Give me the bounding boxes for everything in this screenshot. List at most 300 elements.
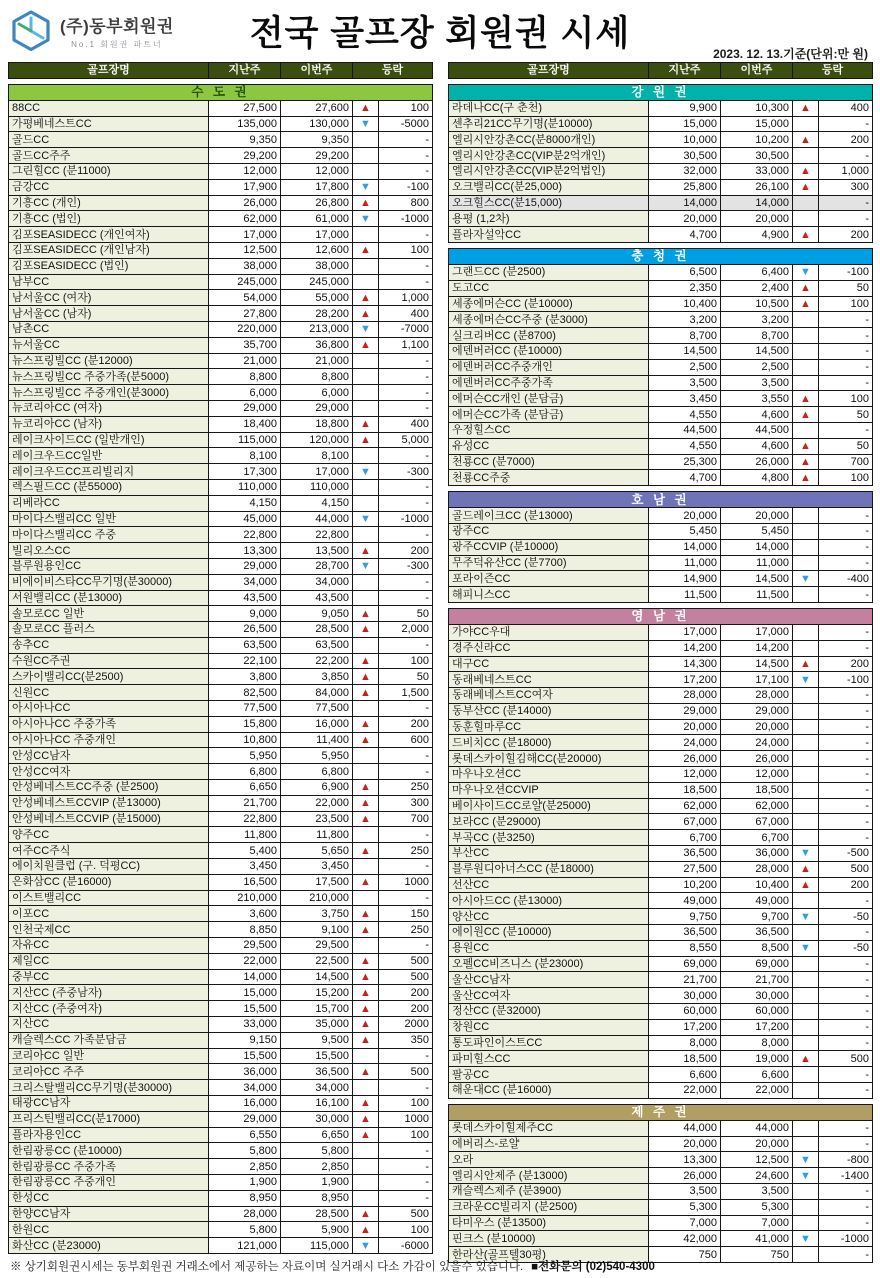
table-row: [449, 1168, 873, 1184]
change-arrow-cell: [793, 1004, 819, 1020]
change-arrow-cell: [353, 874, 379, 890]
change-value: -: [379, 448, 433, 464]
table-row: [449, 1215, 873, 1231]
change-arrow-cell: [353, 1096, 379, 1112]
this-week-value: 17,100: [721, 672, 793, 688]
this-week-value: 213,000: [281, 321, 353, 337]
table-row: [9, 811, 433, 827]
table-row: [9, 527, 433, 543]
this-week-value: 21,700: [721, 972, 793, 988]
last-week-value: 15,800: [209, 716, 281, 732]
course-name-cell: 에덴버러CC (분10000): [449, 343, 649, 359]
change-value: 350: [379, 1032, 433, 1048]
last-week-value: 121,000: [209, 1238, 281, 1254]
course-name-cell: 무주덕유산CC (분7700): [449, 555, 649, 571]
page-footer: [10, 1258, 872, 1274]
change-arrow-cell: [793, 656, 819, 672]
this-week-value: 8,500: [721, 940, 793, 956]
course-name-cell: 신원CC: [9, 685, 209, 701]
up-triangle-icon: ▲: [360, 1097, 371, 1110]
course-name-cell: 용원CC: [449, 940, 649, 956]
change-arrow-cell: [793, 767, 819, 783]
change-arrow-cell: [793, 909, 819, 925]
up-triangle-icon: ▲: [360, 1034, 371, 1047]
change-value: -: [819, 798, 873, 814]
table-row: [9, 1096, 433, 1112]
change-value: 200: [819, 877, 873, 893]
table-row: [9, 464, 433, 480]
table-row: [449, 1152, 873, 1168]
last-week-value: 3,450: [209, 859, 281, 875]
change-arrow-cell: [353, 1143, 379, 1159]
course-name-cell: 88CC: [9, 100, 209, 116]
this-week-value: 11,000: [721, 555, 793, 571]
last-week-value: 28,000: [209, 1206, 281, 1222]
this-week-value: 10,300: [721, 100, 793, 116]
last-week-value: 12,000: [209, 163, 281, 179]
change-value: -: [379, 227, 433, 243]
this-week-value: 29,500: [281, 938, 353, 954]
last-week-value: 15,000: [209, 985, 281, 1001]
last-week-value: 5,300: [649, 1199, 721, 1215]
this-week-value: 28,500: [281, 622, 353, 638]
course-name-cell: 프리스틴밸리CC(분17000): [9, 1111, 209, 1127]
change-value: -: [379, 353, 433, 369]
this-week-value: 14,000: [721, 539, 793, 555]
this-week-value: 69,000: [721, 956, 793, 972]
course-name-cell: 한림광릉CC 주중가족: [9, 1159, 209, 1175]
last-week-value: 25,800: [649, 179, 721, 195]
last-week-value: 24,000: [649, 735, 721, 751]
course-name-cell: 빌리오스CC: [9, 543, 209, 559]
course-name-cell: 이포CC: [9, 906, 209, 922]
change-value: 400: [379, 306, 433, 322]
change-value: 1000: [379, 874, 433, 890]
table-row: [9, 448, 433, 464]
change-arrow-cell: [353, 116, 379, 132]
this-week-value: 44,000: [721, 1120, 793, 1136]
change-arrow-cell: [793, 211, 819, 227]
table-row: [449, 470, 873, 486]
change-value: -: [819, 587, 873, 603]
change-arrow-cell: [353, 464, 379, 480]
table-row: [9, 1127, 433, 1143]
down-triangle-icon: ▼: [360, 465, 371, 478]
table-row: [9, 1032, 433, 1048]
change-value: 1,500: [379, 685, 433, 701]
last-week-value: 14,500: [649, 343, 721, 359]
change-value: -: [819, 1215, 873, 1231]
last-week-value: 3,200: [649, 312, 721, 328]
change-value: -: [819, 719, 873, 735]
this-week-value: 22,000: [281, 795, 353, 811]
section-table: [448, 248, 873, 486]
this-week-value: 4,600: [721, 407, 793, 423]
section-header-row: [449, 608, 873, 624]
this-week-value: 2,500: [721, 359, 793, 375]
last-week-value: 15,500: [209, 1048, 281, 1064]
last-week-value: 8,550: [649, 940, 721, 956]
this-week-value: 210,000: [281, 890, 353, 906]
table-row: [9, 922, 433, 938]
this-week-value: 24,000: [721, 735, 793, 751]
up-triangle-icon: ▲: [800, 181, 811, 194]
table-row: [449, 132, 873, 148]
change-arrow-cell: [793, 751, 819, 767]
change-arrow-cell: [793, 375, 819, 391]
last-week-value: 29,000: [209, 1111, 281, 1127]
footer-disclaimer: ※ 상기회원권시세는 동부회원권 거래소에서 제공하는 자료이며 실거래시 다소 가감이 있을수 있습니다.: [10, 1261, 524, 1273]
last-week-value: 35,700: [209, 337, 281, 353]
change-value: 250: [379, 843, 433, 859]
change-value: -: [379, 574, 433, 590]
change-arrow-cell: [793, 470, 819, 486]
change-value: -6000: [379, 1238, 433, 1254]
up-triangle-icon: ▲: [360, 433, 371, 446]
course-name-cell: 한성CC: [9, 1190, 209, 1206]
last-week-value: 210,000: [209, 890, 281, 906]
this-week-value: 44,500: [721, 422, 793, 438]
change-arrow-cell: [793, 1120, 819, 1136]
table-row: [449, 539, 873, 555]
change-arrow-cell: [353, 922, 379, 938]
table-row: [449, 100, 873, 116]
section-title: 수 도 권: [9, 84, 433, 100]
up-triangle-icon: ▲: [360, 418, 371, 431]
this-week-value: 14,000: [721, 195, 793, 211]
this-week-value: 8,700: [721, 328, 793, 344]
change-value: 600: [379, 732, 433, 748]
change-value: -: [379, 637, 433, 653]
change-arrow-cell: [353, 306, 379, 322]
last-week-value: 14,900: [649, 571, 721, 587]
change-arrow-cell: [353, 653, 379, 669]
table-row: [449, 782, 873, 798]
up-triangle-icon: ▲: [360, 797, 371, 810]
table-row: [449, 956, 873, 972]
change-arrow-cell: [793, 296, 819, 312]
table-row: [449, 735, 873, 751]
table-row: [449, 1184, 873, 1200]
course-name-cell: 천룡CC주중: [449, 470, 649, 486]
this-week-value: 30,000: [721, 988, 793, 1004]
change-value: 100: [379, 100, 433, 116]
col-header-last-week: 지난주: [209, 63, 281, 79]
change-arrow-cell: [353, 1032, 379, 1048]
course-name-cell: 동훈힐마루CC: [449, 719, 649, 735]
change-value: -: [379, 369, 433, 385]
table-row: [9, 764, 433, 780]
table-row: [9, 685, 433, 701]
change-arrow-cell: [793, 672, 819, 688]
change-arrow-cell: [353, 400, 379, 416]
change-arrow-cell: [353, 1064, 379, 1080]
course-name-cell: 한라산(골프텔30평): [449, 1247, 649, 1263]
table-row: [449, 893, 873, 909]
course-name-cell: 울산CC남자: [449, 972, 649, 988]
table-header-row: [9, 63, 433, 79]
down-triangle-icon: ▼: [360, 212, 371, 225]
course-name-cell: 베이사이드CC로얄(분25000): [449, 798, 649, 814]
change-arrow-cell: [353, 1111, 379, 1127]
course-name-cell: 솔모로CC 플러스: [9, 622, 209, 638]
table-row: [449, 391, 873, 407]
change-arrow-cell: [793, 391, 819, 407]
course-name-cell: 통도파인이스트CC: [449, 1035, 649, 1051]
table-row: [449, 179, 873, 195]
change-arrow-cell: [353, 732, 379, 748]
change-value: 100: [819, 296, 873, 312]
course-name-cell: 아시아나CC 주중개인: [9, 732, 209, 748]
table-row: [9, 780, 433, 796]
up-triangle-icon: ▲: [360, 718, 371, 731]
table-row: [9, 669, 433, 685]
table-row: [9, 843, 433, 859]
change-arrow-cell: [353, 859, 379, 875]
course-name-cell: 마이다스밸리CC 주중: [9, 527, 209, 543]
table-row: [9, 306, 433, 322]
change-arrow-cell: [353, 1174, 379, 1190]
change-value: -: [819, 688, 873, 704]
up-triangle-icon: ▲: [800, 228, 811, 241]
up-triangle-icon: ▲: [800, 282, 811, 295]
change-value: 50: [819, 407, 873, 423]
course-name-cell: 코리아CC 주주: [9, 1064, 209, 1080]
table-row: [9, 227, 433, 243]
course-name-cell: 뉴코리아CC (남자): [9, 416, 209, 432]
change-arrow-cell: [353, 1048, 379, 1064]
change-arrow-cell: [793, 719, 819, 735]
this-week-value: 4,600: [721, 438, 793, 454]
down-triangle-icon: ▼: [360, 117, 371, 130]
this-week-value: 4,800: [721, 470, 793, 486]
last-week-value: 16,500: [209, 874, 281, 890]
change-value: -: [379, 1174, 433, 1190]
change-arrow-cell: [353, 385, 379, 401]
this-week-value: 14,500: [721, 656, 793, 672]
course-name-cell: 김포SEASIDECC (개인남자): [9, 242, 209, 258]
change-arrow-cell: [353, 495, 379, 511]
change-arrow-cell: [793, 1152, 819, 1168]
last-week-value: 38,000: [209, 258, 281, 274]
up-triangle-icon: ▲: [800, 165, 811, 178]
price-tables: [8, 62, 872, 1268]
change-value: -: [379, 163, 433, 179]
down-triangle-icon: ▼: [360, 181, 371, 194]
change-arrow-cell: [793, 343, 819, 359]
course-name-cell: 서원밸리CC (분13000): [9, 590, 209, 606]
change-arrow-cell: [793, 539, 819, 555]
table-row: [449, 846, 873, 862]
this-week-value: 3,200: [721, 312, 793, 328]
change-arrow-cell: [793, 782, 819, 798]
table-row: [449, 672, 873, 688]
change-arrow-cell: [353, 211, 379, 227]
down-triangle-icon: ▼: [800, 572, 811, 585]
this-week-value: 43,500: [281, 590, 353, 606]
course-name-cell: 핀크스 (분10000): [449, 1231, 649, 1247]
change-value: -: [819, 830, 873, 846]
this-week-value: 4,150: [281, 495, 353, 511]
course-name-cell: 창원CC: [449, 1019, 649, 1035]
last-week-value: 6,000: [209, 385, 281, 401]
change-arrow-cell: [793, 1231, 819, 1247]
section-title: 충 청 권: [449, 248, 873, 264]
change-value: -: [379, 527, 433, 543]
change-arrow-cell: [353, 574, 379, 590]
change-value: -: [819, 328, 873, 344]
down-triangle-icon: ▼: [800, 673, 811, 686]
change-value: -50: [819, 940, 873, 956]
change-value: -: [819, 148, 873, 164]
table-row: [449, 703, 873, 719]
change-arrow-cell: [793, 148, 819, 164]
course-name-cell: 롯데스카이힐김해CC(분20000): [449, 751, 649, 767]
this-week-value: 14,500: [721, 343, 793, 359]
table-row: [9, 211, 433, 227]
course-name-cell: 레이크우드CC프리빌리지: [9, 464, 209, 480]
up-triangle-icon: ▲: [360, 670, 371, 683]
course-name-cell: 레이크우드CC일반: [9, 448, 209, 464]
change-arrow-cell: [353, 701, 379, 717]
course-name-cell: 파미힐스CC: [449, 1051, 649, 1067]
change-arrow-cell: [353, 448, 379, 464]
up-triangle-icon: ▲: [800, 133, 811, 146]
change-value: -: [819, 211, 873, 227]
last-week-value: 11,500: [649, 587, 721, 603]
last-week-value: 750: [649, 1247, 721, 1263]
change-arrow-cell: [353, 479, 379, 495]
right-table-column: [448, 62, 872, 1268]
table-row: [9, 369, 433, 385]
table-row: [449, 640, 873, 656]
change-value: 200: [379, 716, 433, 732]
course-name-cell: 화산CC (분23000): [9, 1238, 209, 1254]
last-week-value: 63,500: [209, 637, 281, 653]
change-value: -: [819, 343, 873, 359]
course-name-cell: 천룡CC (분7000): [449, 454, 649, 470]
up-triangle-icon: ▲: [360, 544, 371, 557]
table-row: [449, 940, 873, 956]
this-week-value: 3,550: [721, 391, 793, 407]
this-week-value: 17,000: [721, 624, 793, 640]
table-row: [449, 1136, 873, 1152]
change-arrow-cell: [353, 606, 379, 622]
table-row: [9, 1143, 433, 1159]
change-value: -: [819, 1067, 873, 1083]
table-row: [449, 1199, 873, 1215]
change-arrow-cell: [793, 422, 819, 438]
course-name-cell: 이스트밸리CC: [9, 890, 209, 906]
last-week-value: 29,500: [209, 938, 281, 954]
down-triangle-icon: ▼: [800, 910, 811, 923]
table-row: [9, 148, 433, 164]
last-week-value: 27,500: [649, 861, 721, 877]
table-row: [9, 1238, 433, 1254]
change-value: -: [379, 274, 433, 290]
change-value: 500: [379, 1064, 433, 1080]
change-value: -: [819, 523, 873, 539]
change-arrow-cell: [353, 622, 379, 638]
course-name-cell: 김포SEASIDECC (법인): [9, 258, 209, 274]
course-name-cell: 제일CC: [9, 953, 209, 969]
col-header-this-week: 이번주: [281, 63, 353, 79]
up-triangle-icon: ▲: [800, 863, 811, 876]
up-triangle-icon: ▲: [360, 955, 371, 968]
this-week-value: 24,600: [721, 1168, 793, 1184]
this-week-value: 63,500: [281, 637, 353, 653]
up-triangle-icon: ▲: [800, 455, 811, 468]
up-triangle-icon: ▲: [800, 408, 811, 421]
last-week-value: 13,300: [209, 543, 281, 559]
last-week-value: 60,000: [649, 1004, 721, 1020]
change-value: -: [819, 1120, 873, 1136]
this-week-value: 34,000: [281, 1080, 353, 1096]
change-value: -: [819, 767, 873, 783]
change-value: -: [819, 1019, 873, 1035]
table-row: [9, 337, 433, 353]
up-triangle-icon: ▲: [360, 102, 371, 115]
course-name-cell: 동래베네스트CC여자: [449, 688, 649, 704]
section-header-row: [449, 84, 873, 100]
last-week-value: 14,000: [649, 539, 721, 555]
this-week-value: 750: [721, 1247, 793, 1263]
change-value: 100: [819, 470, 873, 486]
change-arrow-cell: [353, 1238, 379, 1254]
change-arrow-cell: [793, 555, 819, 571]
up-triangle-icon: ▲: [360, 1128, 371, 1141]
course-name-cell: 솔모로CC 일반: [9, 606, 209, 622]
course-name-cell: 에이원CC (분10000): [449, 925, 649, 941]
last-week-value: 4,550: [649, 407, 721, 423]
this-week-value: 2,850: [281, 1159, 353, 1175]
course-name-cell: 정산CC (분32000): [449, 1004, 649, 1020]
last-week-value: 22,000: [209, 953, 281, 969]
up-triangle-icon: ▲: [800, 297, 811, 310]
this-week-value: 1,900: [281, 1174, 353, 1190]
col-header-name: 골프장명: [449, 63, 649, 79]
change-value: 400: [379, 416, 433, 432]
change-value: 100: [379, 1222, 433, 1238]
course-name-cell: 대구CC: [449, 656, 649, 672]
course-name-cell: 캐슬렉스CC 가족분담금: [9, 1032, 209, 1048]
change-value: -: [819, 422, 873, 438]
page-title: 전국 골프장 회원권 시세: [249, 14, 631, 53]
course-name-cell: 아시아드CC (분13000): [449, 893, 649, 909]
change-arrow-cell: [793, 972, 819, 988]
this-week-value: 14,500: [281, 969, 353, 985]
change-arrow-cell: [353, 242, 379, 258]
this-week-value: 9,050: [281, 606, 353, 622]
course-name-cell: 뉴서울CC: [9, 337, 209, 353]
course-name-cell: 에덴버러CC주중가족: [449, 375, 649, 391]
change-arrow-cell: [793, 280, 819, 296]
change-arrow-cell: [353, 369, 379, 385]
up-triangle-icon: ▲: [360, 1018, 371, 1031]
table-row: [9, 1064, 433, 1080]
last-week-value: 16,000: [209, 1096, 281, 1112]
this-week-value: 26,800: [281, 195, 353, 211]
last-week-value: 5,950: [209, 748, 281, 764]
course-name-cell: 해운대CC (분16000): [449, 1083, 649, 1099]
last-week-value: 44,000: [649, 1120, 721, 1136]
change-value: -1400: [819, 1168, 873, 1184]
change-arrow-cell: [793, 1136, 819, 1152]
change-arrow-cell: [353, 100, 379, 116]
this-week-value: 28,700: [281, 558, 353, 574]
change-arrow-cell: [793, 264, 819, 280]
change-arrow-cell: [793, 624, 819, 640]
